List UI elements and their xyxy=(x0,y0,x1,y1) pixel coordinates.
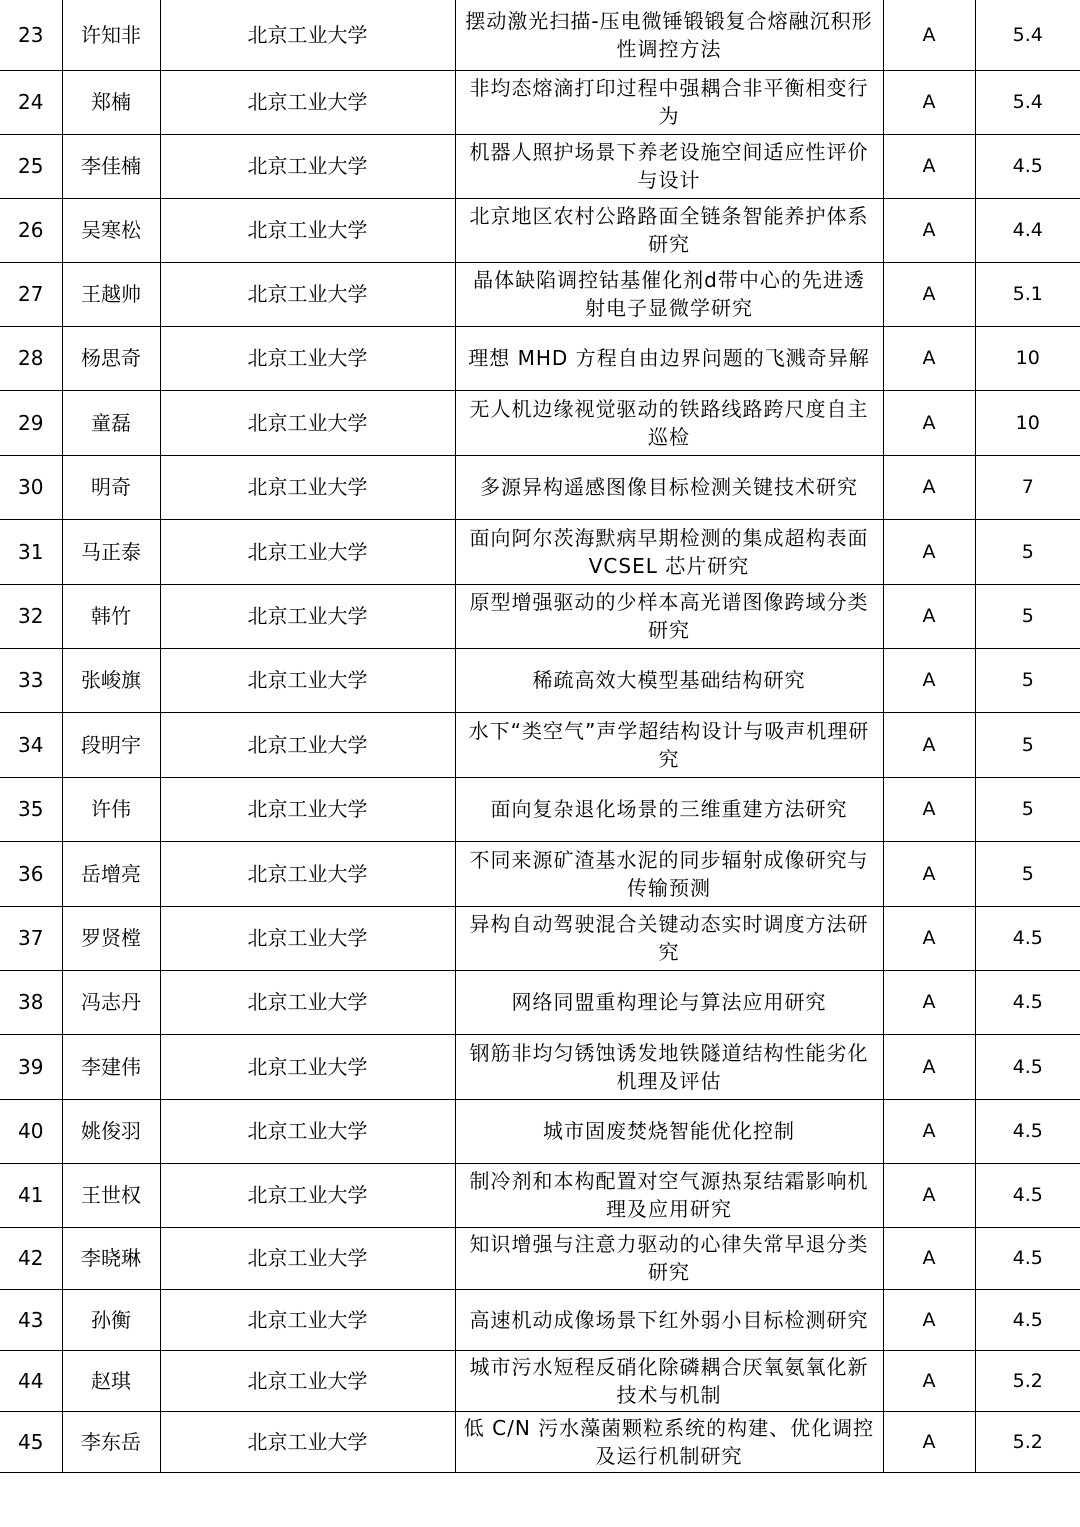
table-row xyxy=(0,1034,1080,1099)
amount: 5 xyxy=(975,841,1080,906)
university: 北京工业大学 xyxy=(160,777,455,841)
project-title: 制冷剂和本构配置对空气源热泵结霜影响机理及应用研究 xyxy=(455,1163,883,1227)
project-title: 城市污水短程反硝化除磷耦合厌氧氨氧化新技术与机制 xyxy=(455,1350,883,1411)
amount: 5.2 xyxy=(975,1350,1080,1411)
table-row xyxy=(0,1227,1080,1289)
row-number: 42 xyxy=(0,1227,62,1289)
university: 北京工业大学 xyxy=(160,326,455,390)
grade: A xyxy=(883,1099,975,1163)
amount: 5.4 xyxy=(975,70,1080,134)
person-name: 张峻旗 xyxy=(62,648,160,712)
table-row xyxy=(0,712,1080,777)
grade: A xyxy=(883,584,975,648)
person-name: 郑楠 xyxy=(62,70,160,134)
person-name: 李建伟 xyxy=(62,1034,160,1099)
table-row xyxy=(0,1350,1080,1411)
university: 北京工业大学 xyxy=(160,970,455,1034)
grade: A xyxy=(883,906,975,970)
university: 北京工业大学 xyxy=(160,70,455,134)
grade: A xyxy=(883,1350,975,1411)
table-row xyxy=(0,1289,1080,1350)
row-number: 37 xyxy=(0,906,62,970)
amount: 4.5 xyxy=(975,970,1080,1034)
table-row xyxy=(0,648,1080,712)
university: 北京工业大学 xyxy=(160,841,455,906)
amount: 7 xyxy=(975,455,1080,519)
row-number: 38 xyxy=(0,970,62,1034)
grade: A xyxy=(883,1034,975,1099)
university: 北京工业大学 xyxy=(160,1350,455,1411)
row-number: 29 xyxy=(0,390,62,455)
row-number: 28 xyxy=(0,326,62,390)
row-number: 27 xyxy=(0,262,62,326)
project-title: 水下“类空气”声学超结构设计与吸声机理研究 xyxy=(455,712,883,777)
table-row xyxy=(0,198,1080,262)
grade: A xyxy=(883,326,975,390)
grade: A xyxy=(883,198,975,262)
table-row xyxy=(0,584,1080,648)
grade: A xyxy=(883,70,975,134)
row-number: 31 xyxy=(0,519,62,584)
grade: A xyxy=(883,1227,975,1289)
grade: A xyxy=(883,648,975,712)
grade: A xyxy=(883,519,975,584)
project-title: 原型增强驱动的少样本高光谱图像跨域分类研究 xyxy=(455,584,883,648)
project-title: 知识增强与注意力驱动的心律失常早退分类研究 xyxy=(455,1227,883,1289)
person-name: 许伟 xyxy=(62,777,160,841)
university: 北京工业大学 xyxy=(160,1034,455,1099)
row-number: 35 xyxy=(0,777,62,841)
row-number: 45 xyxy=(0,1411,62,1472)
project-title: 北京地区农村公路路面全链条智能养护体系研究 xyxy=(455,198,883,262)
row-number: 40 xyxy=(0,1099,62,1163)
grade: A xyxy=(883,1411,975,1472)
amount: 10 xyxy=(975,326,1080,390)
project-title: 异构自动驾驶混合关键动态实时调度方法研究 xyxy=(455,906,883,970)
grade: A xyxy=(883,970,975,1034)
table-row xyxy=(0,455,1080,519)
amount: 5 xyxy=(975,777,1080,841)
table-row xyxy=(0,519,1080,584)
person-name: 马正泰 xyxy=(62,519,160,584)
person-name: 明奇 xyxy=(62,455,160,519)
university: 北京工业大学 xyxy=(160,0,455,70)
person-name: 李晓琳 xyxy=(62,1227,160,1289)
row-number: 33 xyxy=(0,648,62,712)
university: 北京工业大学 xyxy=(160,1163,455,1227)
amount: 4.5 xyxy=(975,1289,1080,1350)
project-title: 面向阿尔茨海默病早期检测的集成超构表面 VCSEL 芯片研究 xyxy=(455,519,883,584)
amount: 10 xyxy=(975,390,1080,455)
amount: 5.4 xyxy=(975,0,1080,70)
table-row xyxy=(0,1163,1080,1227)
university: 北京工业大学 xyxy=(160,1227,455,1289)
project-title: 城市固废焚烧智能优化控制 xyxy=(455,1099,883,1163)
project-title: 无人机边缘视觉驱动的铁路线路跨尺度自主巡检 xyxy=(455,390,883,455)
university: 北京工业大学 xyxy=(160,198,455,262)
project-title: 机器人照护场景下养老设施空间适应性评价与设计 xyxy=(455,134,883,198)
grade: A xyxy=(883,712,975,777)
person-name: 韩竹 xyxy=(62,584,160,648)
university: 北京工业大学 xyxy=(160,712,455,777)
person-name: 姚俊羽 xyxy=(62,1099,160,1163)
project-title: 非均态熔滴打印过程中强耦合非平衡相变行为 xyxy=(455,70,883,134)
table-row xyxy=(0,390,1080,455)
amount: 5 xyxy=(975,584,1080,648)
row-number: 36 xyxy=(0,841,62,906)
university: 北京工业大学 xyxy=(160,455,455,519)
person-name: 罗贤樘 xyxy=(62,906,160,970)
project-title: 理想 MHD 方程自由边界问题的飞溅奇异解 xyxy=(455,326,883,390)
person-name: 孙衡 xyxy=(62,1289,160,1350)
university: 北京工业大学 xyxy=(160,906,455,970)
project-title: 不同来源矿渣基水泥的同步辐射成像研究与传输预测 xyxy=(455,841,883,906)
university: 北京工业大学 xyxy=(160,648,455,712)
person-name: 童磊 xyxy=(62,390,160,455)
university: 北京工业大学 xyxy=(160,584,455,648)
amount: 4.5 xyxy=(975,906,1080,970)
project-title: 摆动激光扫描-压电微锤锻锻复合熔融沉积形性调控方法 xyxy=(455,0,883,70)
grade: A xyxy=(883,0,975,70)
table-row xyxy=(0,1099,1080,1163)
table-row xyxy=(0,134,1080,198)
grade: A xyxy=(883,777,975,841)
table-row xyxy=(0,262,1080,326)
table-row xyxy=(0,0,1080,70)
project-title: 钢筋非均匀锈蚀诱发地铁隧道结构性能劣化机理及评估 xyxy=(455,1034,883,1099)
amount: 5 xyxy=(975,519,1080,584)
row-number: 41 xyxy=(0,1163,62,1227)
grade: A xyxy=(883,455,975,519)
amount: 4.5 xyxy=(975,1163,1080,1227)
row-number: 23 xyxy=(0,0,62,70)
amount: 4.5 xyxy=(975,1227,1080,1289)
amount: 5 xyxy=(975,648,1080,712)
table-row xyxy=(0,326,1080,390)
amount: 5.2 xyxy=(975,1411,1080,1472)
person-name: 冯志丹 xyxy=(62,970,160,1034)
row-number: 43 xyxy=(0,1289,62,1350)
amount: 5.1 xyxy=(975,262,1080,326)
person-name: 吴寒松 xyxy=(62,198,160,262)
university: 北京工业大学 xyxy=(160,134,455,198)
person-name: 王越帅 xyxy=(62,262,160,326)
person-name: 王世权 xyxy=(62,1163,160,1227)
project-title: 面向复杂退化场景的三维重建方法研究 xyxy=(455,777,883,841)
project-title: 多源异构遥感图像目标检测关键技术研究 xyxy=(455,455,883,519)
row-number: 25 xyxy=(0,134,62,198)
person-name: 李东岳 xyxy=(62,1411,160,1472)
grade: A xyxy=(883,1289,975,1350)
project-title: 低 C/N 污水藻菌颗粒系统的构建、优化调控及运行机制研究 xyxy=(455,1411,883,1472)
row-number: 44 xyxy=(0,1350,62,1411)
university: 北京工业大学 xyxy=(160,262,455,326)
row-number: 32 xyxy=(0,584,62,648)
table-row xyxy=(0,906,1080,970)
table-row xyxy=(0,70,1080,134)
row-number: 39 xyxy=(0,1034,62,1099)
amount: 4.5 xyxy=(975,1034,1080,1099)
project-title: 网络同盟重构理论与算法应用研究 xyxy=(455,970,883,1034)
grade: A xyxy=(883,1163,975,1227)
university: 北京工业大学 xyxy=(160,1289,455,1350)
row-number: 26 xyxy=(0,198,62,262)
grade: A xyxy=(883,262,975,326)
amount: 4.4 xyxy=(975,198,1080,262)
person-name: 段明宇 xyxy=(62,712,160,777)
person-name: 岳增亮 xyxy=(62,841,160,906)
table-row xyxy=(0,841,1080,906)
university: 北京工业大学 xyxy=(160,1411,455,1472)
table-row xyxy=(0,970,1080,1034)
person-name: 杨思奇 xyxy=(62,326,160,390)
project-title: 高速机动成像场景下红外弱小目标检测研究 xyxy=(455,1289,883,1350)
person-name: 李佳楠 xyxy=(62,134,160,198)
amount: 4.5 xyxy=(975,134,1080,198)
project-title: 稀疏高效大模型基础结构研究 xyxy=(455,648,883,712)
person-name: 赵琪 xyxy=(62,1350,160,1411)
grade: A xyxy=(883,841,975,906)
grade: A xyxy=(883,134,975,198)
project-title: 晶体缺陷调控钴基催化剂d带中心的先进透射电子显微学研究 xyxy=(455,262,883,326)
university: 北京工业大学 xyxy=(160,1099,455,1163)
amount: 4.5 xyxy=(975,1099,1080,1163)
grade: A xyxy=(883,390,975,455)
table-row xyxy=(0,1411,1080,1472)
row-number: 34 xyxy=(0,712,62,777)
amount: 5 xyxy=(975,712,1080,777)
person-name: 许知非 xyxy=(62,0,160,70)
table-row xyxy=(0,777,1080,841)
university: 北京工业大学 xyxy=(160,390,455,455)
row-number: 30 xyxy=(0,455,62,519)
row-number: 24 xyxy=(0,70,62,134)
university: 北京工业大学 xyxy=(160,519,455,584)
